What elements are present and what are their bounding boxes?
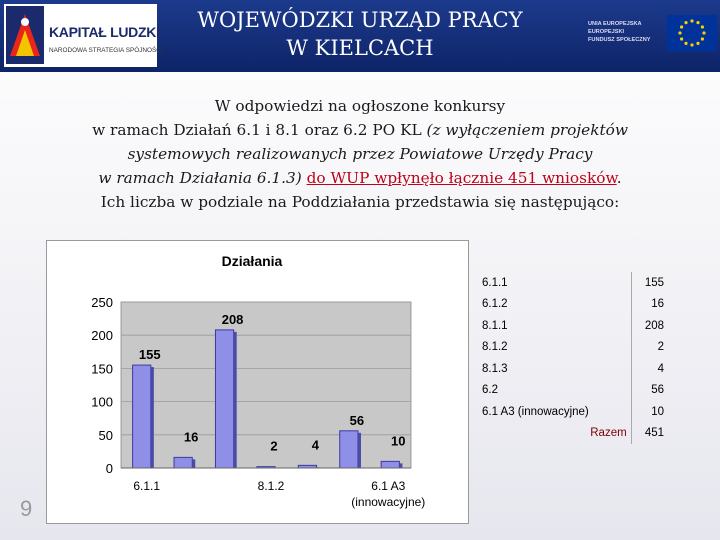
data-label: 155 xyxy=(138,347,161,363)
data-label: 16 xyxy=(183,429,199,445)
table-cell-label: 8.1.2 xyxy=(478,337,631,359)
intro-line: systemowych realizowanych przez Powiatowe Urzędy Pracy xyxy=(127,145,593,163)
intro-text: . xyxy=(616,169,622,187)
header-band xyxy=(0,0,720,72)
table-cell-value: 208 xyxy=(644,319,664,332)
table-row xyxy=(478,337,668,359)
data-table xyxy=(478,272,668,444)
y-tick-label: 100 xyxy=(91,394,113,410)
table-cell-value: 2 xyxy=(657,341,664,354)
table-cell-value: 10 xyxy=(651,405,664,418)
data-label: 56 xyxy=(349,412,365,428)
chart-bar xyxy=(215,330,233,468)
table-cell-label: 6.2 xyxy=(478,380,631,402)
x-tick-label: (innowacyjne) xyxy=(351,495,426,509)
table-cell-value: 155 xyxy=(644,276,664,289)
table-row xyxy=(478,315,668,337)
chart-bar-side xyxy=(192,459,195,468)
intro-line: W odpowiedzi na ogłoszone konkursy xyxy=(214,97,506,115)
page-title-line2: W KIELCACH xyxy=(286,36,434,60)
data-label: 208 xyxy=(221,311,244,327)
table-cell-label: 6.1 A3 (innowacyjne) xyxy=(478,401,631,423)
intro-text: w ramach Działań 6.1 i 8.1 oraz 6.2 PO KL xyxy=(92,121,427,139)
kapital-ludzki-logo xyxy=(4,4,163,67)
table-cell-value: 16 xyxy=(651,298,664,311)
table-cell-label: 8.1.3 xyxy=(478,358,631,380)
y-tick-label: 50 xyxy=(98,427,113,443)
logo-subtitle: NARODOWA STRATEGIA SPÓJNOŚCI xyxy=(49,47,163,54)
chart-title: Działania xyxy=(221,253,283,269)
y-tick-label: 200 xyxy=(91,328,113,344)
page-title-line1: WOJEWÓDZKI URZĄD PRACY xyxy=(197,8,523,32)
intro-text-italic: (z wyłączeniem projektów xyxy=(426,121,628,139)
table-cell-label: 6.1.2 xyxy=(478,294,631,316)
eu-label-line: FUNDUSZ SPOŁECZNY xyxy=(588,37,651,43)
chart-bar xyxy=(133,365,151,468)
chart-bar-side xyxy=(358,433,361,468)
bar-chart xyxy=(46,240,467,522)
table-row xyxy=(478,294,668,316)
chart-bar-side xyxy=(399,463,402,468)
x-tick-label: 6.1 A3 xyxy=(371,479,406,493)
table-cell-value: 4 xyxy=(657,362,664,375)
x-tick-label: 8.1.2 xyxy=(257,479,285,493)
data-label: 4 xyxy=(311,437,320,453)
table-row xyxy=(478,380,668,402)
chart-bar xyxy=(340,431,358,468)
intro-line xyxy=(40,166,680,190)
table-row xyxy=(478,358,668,380)
data-label: 2 xyxy=(270,438,278,454)
intro-text-italic: w ramach Działania 6.1.3) xyxy=(98,169,302,187)
y-tick-label: 0 xyxy=(105,461,113,476)
table-cell-value: 56 xyxy=(651,384,664,397)
table-total-label: Razem xyxy=(478,423,631,445)
page-number: 9 xyxy=(20,496,33,521)
page-title xyxy=(160,6,560,62)
y-tick-label: 250 xyxy=(91,295,113,310)
plot-area xyxy=(121,302,411,468)
chart-bar xyxy=(381,461,399,468)
intro-highlight: do WUP wpłynęło łącznie 451 wniosków xyxy=(306,169,617,187)
data-label: 10 xyxy=(391,433,406,449)
chart-bar-side xyxy=(234,332,237,468)
logo-title: KAPITAŁ LUDZKI xyxy=(49,24,160,40)
chart-bar-side xyxy=(151,367,154,468)
table-cell-label: 6.1.1 xyxy=(478,272,631,294)
table-cell-label: 8.1.1 xyxy=(478,315,631,337)
eu-label-line: EUROPEJSKI xyxy=(588,29,625,35)
y-tick-label: 150 xyxy=(91,361,113,377)
table-total-row xyxy=(478,423,668,445)
table-total-value: 451 xyxy=(644,427,664,440)
logo-mark-icon xyxy=(6,6,44,64)
table-row xyxy=(478,272,668,294)
x-tick-label: 6.1.1 xyxy=(133,479,161,493)
intro-paragraph xyxy=(40,94,680,214)
eu-flag-icon xyxy=(667,15,717,51)
eu-label xyxy=(588,20,658,44)
chart-bar xyxy=(174,457,192,468)
intro-line xyxy=(40,118,680,142)
intro-line: Ich liczba w podziale na Poddziałania przedstawia się następująco: xyxy=(100,193,620,211)
table-row xyxy=(478,401,668,423)
eu-label-line: UNIA EUROPEJSKA xyxy=(588,21,642,27)
